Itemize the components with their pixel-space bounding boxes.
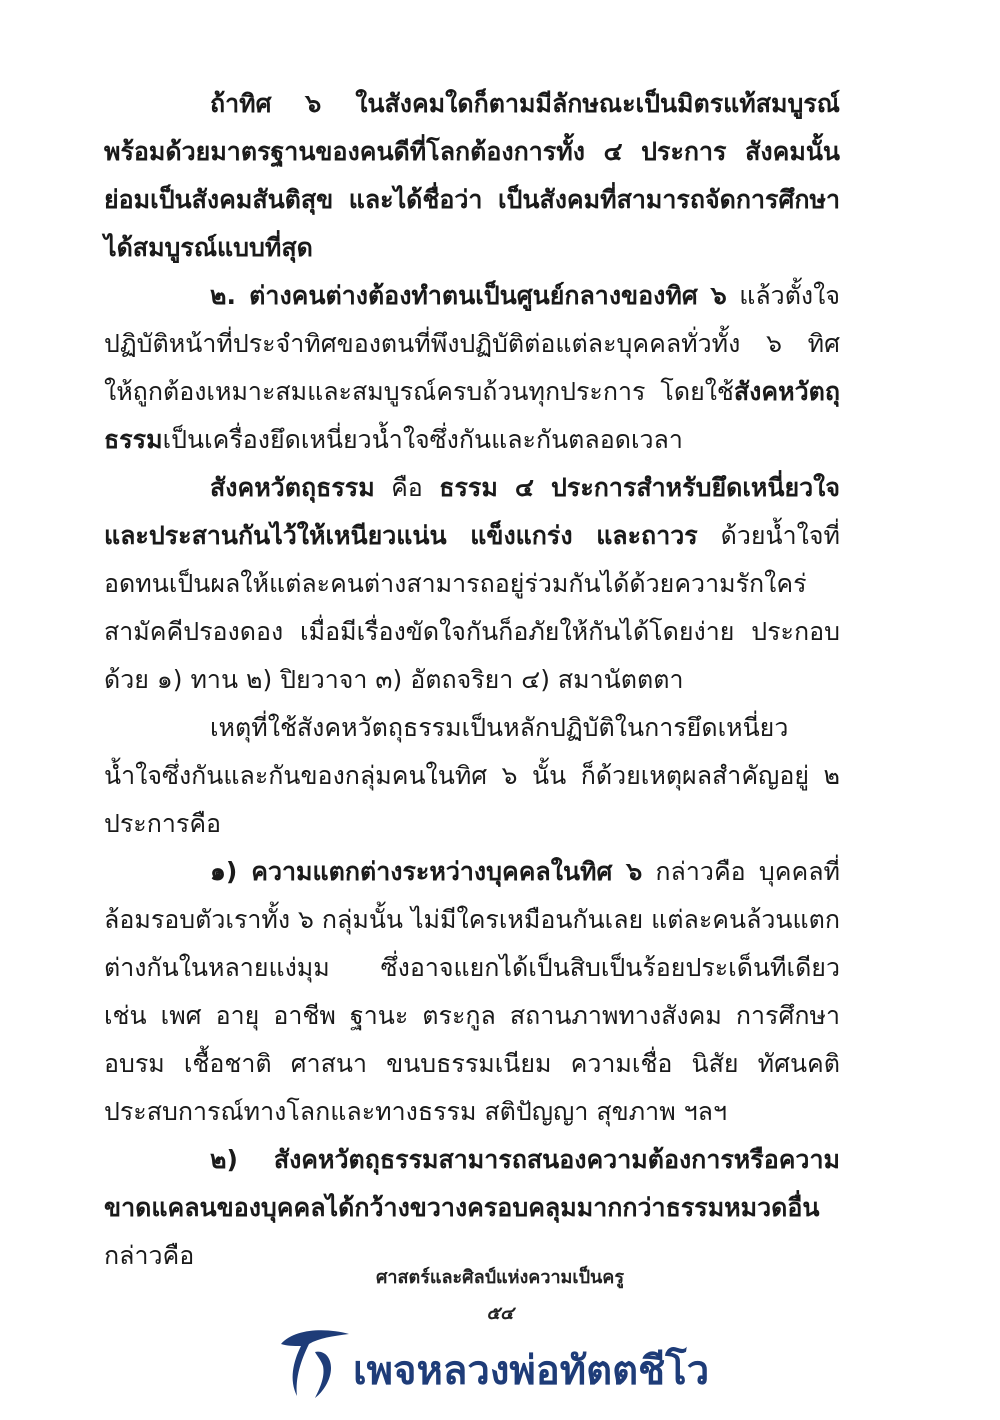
paragraph-reason-1	[104, 848, 840, 1136]
sangahavatthu-definition: ธรรม ๔ ประการสำหรับยึดเหนี่ยวใจและประสานกันไว้ให้เหนียวแน่น แข็งแกร่ง และถาวร	[104, 473, 840, 550]
paragraph-sangahavatthu	[104, 464, 840, 704]
page-logo	[275, 1322, 725, 1402]
brush-stroke-t-logo-icon	[275, 1322, 355, 1402]
paragraph-text: เหตุที่ใช้สังคหวัตถุธรรมเป็นหลักปฏิบัติในการยึดเหนี่ยวน้ำใจซึ่งกันและกันของกลุ่มคนในทิศ ๖ นั้น ก็ด้วยเหตุผลสำคัญอยู่ ๒ ประการคือ	[104, 713, 840, 838]
point-2-text: แล้วตั้งใจปฏิบัติหน้าที่ประจำทิศของตนที่พึงปฏิบัติต่อแต่ละบุคคลทั่วทั้ง ๖ ทิศ ให้ถูกต้องเหมาะสมและสมบูรณ์ครบถ้วนทุกประการ โดยใช้	[104, 281, 840, 406]
logo-text: เพจหลวงพ่อทัตตชีโว	[353, 1348, 710, 1394]
reason-2-heading: ๒) สังคหวัตถุธรรมสามารถสนองความต้องการหรือความขาดแคลนของบุคคลได้กว้างขวางครอบคลุมมากกว่าธรรมหมวดอื่น	[104, 1145, 840, 1222]
body-text	[104, 80, 840, 1280]
point-2-heading: ๒. ต่างคนต่างต้องทำตนเป็นศูนย์กลางของทิศ ๖	[210, 281, 727, 310]
reason-1-heading: ๑) ความแตกต่างระหว่างบุคคลในทิศ ๖	[210, 857, 643, 886]
sangahavatthu-term: สังคหวัตถุธรรม	[210, 473, 375, 502]
sangahavatthu-text: ด้วยน้ำใจที่อดทนเป็นผลให้แต่ละคนต่างสามารถอยู่ร่วมกันได้ด้วยความรักใคร่สามัคคีปรองดอง เมื่อมีเรื่องขัดใจกันก็อภัยให้กันได้โดยง่าย ประกอบด้วย ๑) ทาน ๒) ปิยวาจา ๓) อัตถจริยา ๔) สมานัตตตา	[104, 521, 840, 694]
paragraph-reasons	[104, 704, 840, 848]
reason-2-text: กล่าวคือ	[104, 1241, 195, 1270]
paragraph-ideal-society	[104, 80, 840, 272]
footer-book-title: ศาสตร์และศิลป์แห่งความเป็นครู	[375, 1267, 625, 1288]
point-2-term: สังคหวัตถุธรรม	[104, 377, 840, 454]
paragraph-reason-2	[104, 1136, 840, 1280]
paragraph-text: ถ้าทิศ ๖ ในสังคมใดก็ตามมีลักษณะเป็นมิตรแท้สมบูรณ์พร้อมด้วยมาตรฐานของคนดีที่โลกต้องการทั้ง ๔ ประการ สังคมนั้นย่อมเป็นสังคมสันติสุข และได้ชื่อว่า เป็นสังคมที่สามารถจัดการศึกษาได้สมบูรณ์แบบที่สุด	[104, 89, 840, 262]
page-number: ๕๔	[486, 1303, 514, 1324]
sangahavatthu-connector: คือ	[374, 473, 440, 502]
paragraph-point-2	[104, 272, 840, 464]
reason-1-text: กล่าวคือ บุคคลที่ล้อมรอบตัวเราทั้ง ๖ กลุ่มนั้น ไม่มีใครเหมือนกันเลย แต่ละคนล้วนแตกต่างกันในหลายแง่มุม ซึ่งอาจแยกได้เป็นสิบเป็นร้อยประเด็นทีเดียว เช่น เพศ อายุ อาชีพ ฐานะ ตระกูล สถานภาพทางสังคม การศึกษา อบรม เชื้อชาติ ศาสนา ขนบธรรมเนียม ความเชื่อ นิสัย ทัศนคติ ประสบการณ์ทางโลกและทางธรรม สติปัญญา สุขภาพ ฯลฯ	[104, 857, 840, 1126]
point-2-text-end: เป็นเครื่องยึดเหนี่ยวน้ำใจซึ่งกันและกันตลอดเวลา	[162, 425, 683, 454]
